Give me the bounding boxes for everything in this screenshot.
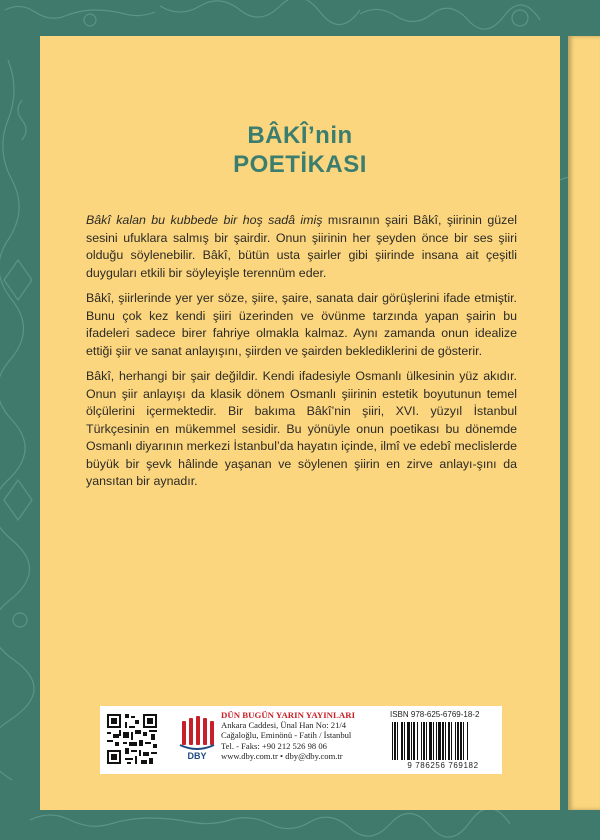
isbn-label: ISBN 978-625-6769-18-2 [390, 710, 480, 719]
publisher-address-block [221, 710, 386, 761]
publisher-phone: Tel. - Faks: +90 212 526 98 06 [221, 740, 327, 751]
book-title-line1: BÂKÎ’nin [247, 122, 353, 149]
paragraph-3: Bâkî, herhangi bir şair değildir. Kendi ifadesiyle Osmanlı ülkesinin yüz akıdır. Onun şiir anlayışı da klasik dönem Osmanlı şiirinin estetik boyutunun temel ölçülerini içermektedir. Bir bakıma Bâkî’nin şiiri, XVI. yüzyıl İstanbul Türkçesinin en mükemmel sesidir. Bu yönüyle onun poetikası bu dönemde Osmanlı diyarının merkezi İstanbul’da hayatın içinde, ilmî ve edebî meclislerde büyük bir şevk hâlinde yaşanan ve söylenen şiirin en zirve anlayı-şını da yansıtan bir aynadır. [86, 369, 517, 488]
back-cover-text [86, 212, 517, 491]
book-title-line2: POETİKASI [233, 151, 367, 178]
paragraph-1 [86, 212, 517, 282]
dby-logo-icon [178, 715, 216, 763]
logo-text: DBY [187, 751, 207, 761]
paragraph-2: Bâkî, şiirlerinde yer yer söze, şiire, şaire, sanata dair görüşlerini ifade etmiştir. Bunu çok kez kendi şiiri üzerinden ve övünme tarzında yapan şairin bu ifadeleri sadece birer fahriye olmakla kalmaz. Aynı zamanda onun idealize ettiği şiir ve sanat anlayışını, şiirden ve şairden beklediklerini de gösterir. [86, 291, 517, 358]
paragraph-1-text: mısraının şairi Bâkî, şiirinin güzel sesini ufuklara salmış bir şairdir. Onun şiirinin her şeyden önce bir ses şiiri olduğu söylenebilir. Bâkî, bütün usta şairler gibi şiirinde insana ait çeşitli duyguları etkili bir söyleyişle terennüm eder. [86, 213, 518, 280]
publisher-address-line1: Ankara Caddesi, Ünal Han No: 21/4 [221, 720, 347, 731]
publisher-web-email: www.dby.com.tr • dby@dby.com.tr [221, 750, 343, 761]
cover-panel [40, 36, 560, 810]
isbn-barcode-digits: 9 786256 769182 [407, 761, 479, 770]
adjacent-cover-edge [568, 36, 600, 810]
qr-code-icon [105, 712, 159, 766]
barcode-icon [390, 722, 496, 760]
publisher-info-box [100, 706, 502, 774]
publisher-name: DÜN BUGÜN YARIN YAYINLARI [221, 710, 356, 720]
verse-quote: Bâkî kalan bu kubbede bir hoş sadâ imiş [86, 213, 323, 227]
publisher-address-line2: Cağaloğlu, Eminönü - Fatih / İstanbul [221, 730, 352, 741]
